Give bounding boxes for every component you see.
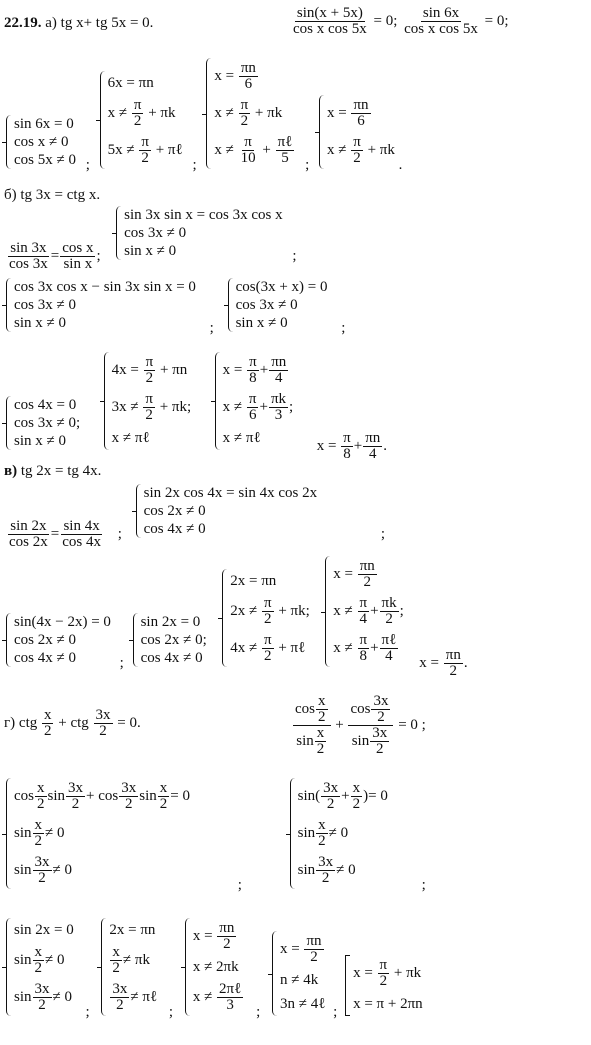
- part-a-step1: [290, 6, 509, 37]
- system-row: sin 2x = 0: [14, 922, 74, 938]
- fraction-denominator: cos x cos 5x: [404, 21, 478, 37]
- system-row: x ≠ $\frac{\pi}{2}$ + πk: [107, 97, 176, 129]
- system-4: [319, 95, 395, 169]
- system-row: 4x = $\frac{\pi}{2}$ + πn: [111, 354, 188, 386]
- system-row: x ≠ πℓ: [222, 430, 261, 446]
- system-row: cos 2x ≠ 0: [143, 503, 206, 519]
- part-g-big-fraction: cos $\frac{x}{2}$ sin $\frac{x}{2}$ + cos $\frac{3x}{2}$ sin $\frac{3x}{2}$ = 0 ;: [295, 693, 426, 757]
- system-row: cos x ≠ 0: [14, 134, 69, 150]
- part-b-label: б): [4, 187, 17, 203]
- part-v-equation: tg 2x = tg 4x.: [20, 463, 102, 479]
- equals-zero: = 0;: [484, 12, 509, 29]
- part-a-equation: tg x+ tg 5x = 0.: [60, 15, 154, 31]
- part-b-system-3: [228, 278, 328, 332]
- system-row: sin x ≠ 0: [14, 433, 66, 449]
- part-b-step3: [6, 352, 387, 462]
- part-g-system-1: [6, 778, 190, 889]
- system-row: x = π + 2πn: [353, 996, 423, 1012]
- part-g-step3: sin 2x = 0 sin $\frac{x}{2}$ ≠ 0 sin $\frac{3x}{2}$ ≠ 0 ; 2x = πn $\frac{x}{2}$ ≠ πk $\frac{3x}{2}$ ≠ πℓ ; x = $\frac{\pi n}{2}$ x ≠ 2πk x ≠ $\frac{\text{2πℓ}}{3}$ ; x = $\frac{\pi n}{2}$ n ≠ 4k 3n ≠ 4ℓ ; x = $\frac{\pi}{2}$ + πk x = π + 2πn: [6, 918, 423, 1021]
- system-row: x ≠ $\frac{\pi}{10}$ + $\frac{\text{πℓ}}{5}$: [214, 134, 293, 166]
- system-row: 2x = πn: [230, 573, 277, 589]
- system-row: cos 4x ≠ 0: [143, 521, 206, 537]
- system-row: x ≠ $\frac{\pi}{6}$ + $\frac{\pi k}{3}$ ;: [222, 391, 294, 423]
- part-b-system-5: [104, 352, 192, 450]
- system-row: cos(3x + x) = 0: [235, 279, 328, 295]
- system-row: x ≠ $\frac{\text{2πℓ}}{3}$: [192, 981, 242, 1013]
- part-g-system-6: [272, 931, 325, 1016]
- system-row: x = $\frac{\pi n}{2}$: [333, 558, 375, 590]
- part-v-answer: x = $\frac{\pi n}{2}$ .: [419, 647, 468, 680]
- system-row: x ≠ $\frac{\pi}{2}$ + πk: [214, 97, 283, 129]
- part-g-system-2: [290, 778, 388, 889]
- system-row: cos 3x ≠ 0: [235, 297, 298, 313]
- system-row: sin x ≠ 0: [14, 315, 66, 331]
- system-1: [6, 115, 76, 169]
- system-row: cos 3x cos x − sin 3x sin x = 0: [14, 279, 196, 295]
- system-row: 5x ≠ $\frac{\pi}{2}$ + πℓ: [107, 134, 183, 166]
- system-row: sin $\frac{3x}{2}$ ≠ 0: [297, 854, 356, 886]
- system-row: 2x ≠ $\frac{\pi}{2}$ + πk;: [230, 595, 310, 627]
- system-row: x = $\frac{\pi}{2}$ + πk: [353, 957, 422, 989]
- part-b-equation: tg 3x = ctg x.: [20, 187, 101, 203]
- part-g-system-5: [185, 918, 245, 1016]
- system-row: cos 4x ≠ 0: [14, 650, 76, 666]
- system-row: cos 5x ≠ 0: [14, 152, 76, 168]
- system-row: sin x ≠ 0: [124, 243, 177, 259]
- part-g-header: г) ctg $\frac{x}{2}$ + ctg $\frac{3x}{2}$ = 0.: [4, 707, 141, 739]
- part-v-header: [4, 462, 101, 480]
- system-3: [206, 58, 295, 169]
- part-g-step2: cos $\frac{x}{2}$ sin $\frac{3x}{2}$ + cos $\frac{3x}{2}$ sin $\frac{x}{2}$ = 0 sin $\frac{x}{2}$ ≠ 0 sin $\frac{3x}{2}$ ≠ 0 ; sin( $\frac{3x}{2}$ + $\frac{x}{2}$ )= 0 sin $\frac{x}{2}$ ≠ 0 sin $\frac{3x}{2}$ ≠ 0 ;: [6, 778, 426, 894]
- part-b-step1: $\frac{\sin 3x}{\cos 3x}$ = $\frac{\text{cos x}}{\text{sin x}}$ ; sin 3x sin x = cos 3x cos x cos 3x ≠ 0 sin x ≠ 0 ;: [9, 207, 297, 273]
- system-row: x ≠ πℓ: [111, 430, 150, 446]
- system-row: 2x = πn: [109, 922, 156, 938]
- part-g-union-answer: [345, 955, 423, 1016]
- system-row: sin 3x sin x = cos 3x cos x: [124, 207, 283, 223]
- system-row: cos 2x ≠ 0;: [140, 632, 207, 648]
- part-b-step2: cos 3x cos x − sin 3x sin x = 0 cos 3x ≠ 0 sin x ≠ 0 ; cos(3x + x) = 0 cos 3x ≠ 0 sin x ≠ 0 ;: [6, 278, 345, 337]
- system-row: cos 3x ≠ 0;: [14, 415, 81, 431]
- system-row: 4x ≠ $\frac{\pi}{2}$ + πℓ: [230, 632, 306, 664]
- system-row: sin $\frac{3x}{2}$ ≠ 0: [14, 981, 72, 1013]
- part-g-system-3: [6, 918, 74, 1016]
- part-v-system-1: [136, 484, 317, 538]
- problem-header: [4, 14, 153, 32]
- system-row: sin 2x = 0: [140, 614, 201, 630]
- system-row: x = $\frac{\pi}{8}$ + $\frac{\pi n}{4}$: [222, 354, 287, 386]
- system-row: sin $\frac{x}{2}$ ≠ 0: [297, 817, 349, 849]
- system-row: cos 4x ≠ 0: [140, 650, 203, 666]
- part-a-label: а): [45, 15, 57, 31]
- system-row: $\frac{3x}{2}$ ≠ πℓ: [112, 981, 158, 1013]
- part-v-step2: sin(4x − 2x) = 0 cos 2x ≠ 0 cos 4x ≠ 0 ; sin 2x = 0 cos 2x ≠ 0; cos 4x ≠ 0 2x = πn 2x ≠ $\frac{\pi}{2}$ + πk; 4x ≠ $\frac{\pi}{2}$ + πℓ x = $\frac{\pi n}{2}$ x ≠ $\frac{\pi}{4}$ + $\frac{\pi k}{2}$ ; x ≠ $\frac{\pi}{8}$ + $\frac{\text{πℓ}}{4}$ x = $\frac{\pi n}{2}$ .: [6, 556, 468, 679]
- problem-number: 22.19.: [4, 15, 42, 31]
- system-row: n ≠ 4k: [279, 972, 319, 988]
- system-row: sin $\frac{3x}{2}$ ≠ 0: [14, 854, 72, 886]
- fraction-numerator: sin(x + 5x): [296, 5, 363, 21]
- system-row: x ≠ $\frac{\pi}{4}$ + $\frac{\pi k}{2}$ ;: [333, 595, 404, 627]
- system-row: $\frac{x}{2}$ ≠ πk: [112, 944, 150, 976]
- system-row: cos 3x ≠ 0: [124, 225, 187, 241]
- system-row: sin x ≠ 0: [235, 315, 288, 331]
- part-v-system-5: [325, 556, 404, 667]
- part-v-step1: $\frac{\sin 2x}{\cos 2x}$ = $\frac{\sin 4x}{\cos 4x}$ ; sin 2x cos 4x = sin 4x cos 2x cos 2x ≠ 0 cos 4x ≠ 0 ;: [9, 485, 386, 551]
- part-v-label: в): [4, 463, 18, 479]
- system-row: sin(4x − 2x) = 0: [14, 614, 111, 630]
- system-row: cos 3x ≠ 0: [14, 297, 76, 313]
- fraction-numerator: sin 6x: [422, 5, 460, 21]
- system-row: x = $\frac{\pi n}{2}$: [279, 933, 322, 965]
- equals-zero: = 0;: [373, 12, 398, 29]
- system-row: 3n ≠ 4ℓ: [279, 996, 326, 1012]
- system-row: cos 4x = 0: [14, 397, 77, 413]
- part-a-systems: sin 6x = 0 cos x ≠ 0 cos 5x ≠ 0 ; 6x = πn x ≠ $\frac{\pi}{2}$ + πk 5x ≠ $\frac{\pi}{2}$ + πℓ ; x = $\frac{\pi n}{6}$ x ≠ $\frac{\pi}{2}$ + πk x ≠ $\frac{\pi}{10}$ + $\frac{\text{πℓ}}{5}$ ; x = $\frac{\pi n}{6}$ x ≠ $\frac{\pi}{2}$ + πk .: [6, 58, 402, 174]
- system-row: 6x = πn: [107, 75, 154, 91]
- system-row: sin 2x cos 4x = sin 4x cos 2x: [143, 485, 318, 501]
- system-row: 3x ≠ $\frac{\pi}{2}$ + πk;: [111, 391, 192, 423]
- system-row: x = $\frac{\pi n}{2}$: [192, 920, 235, 952]
- system-row: x ≠ $\frac{\pi}{2}$ + πk: [327, 134, 395, 166]
- system-row: x ≠ $\frac{\pi}{8}$ + $\frac{\text{πℓ}}{4}$: [333, 632, 397, 664]
- part-v-system-4: [222, 569, 310, 667]
- system-row: x = $\frac{\pi n}{6}$: [214, 60, 256, 92]
- part-g-system-4: [101, 918, 157, 1016]
- system-row: x = $\frac{\pi n}{6}$: [327, 97, 369, 129]
- part-v-system-3: [133, 613, 207, 667]
- part-g-label: г): [4, 714, 16, 731]
- part-b-answer: x = $\frac{\pi}{8}$ + $\frac{\pi n}{4}$ .: [316, 430, 388, 463]
- system-row: cos 2x ≠ 0: [14, 632, 76, 648]
- part-b-system-6: [215, 352, 294, 450]
- system-row: x ≠ 2πk: [192, 959, 239, 975]
- part-v-system-2: [6, 613, 111, 667]
- part-b-system-2: [6, 278, 196, 332]
- system-2: [100, 71, 183, 169]
- system-row: sin $\frac{x}{2}$ ≠ 0: [14, 944, 65, 976]
- part-b-system-4: [6, 396, 80, 450]
- system-row: sin $\frac{x}{2}$ ≠ 0: [14, 817, 65, 849]
- system-row: cos $\frac{x}{2}$ sin $\frac{3x}{2}$ + cos $\frac{3x}{2}$ sin $\frac{x}{2}$ = 0: [14, 780, 190, 812]
- fraction-denominator: cos x cos 5x: [293, 21, 367, 37]
- system-row: sin 6x = 0: [14, 116, 74, 132]
- part-b-system-1: [116, 206, 282, 260]
- part-b-header: [4, 186, 100, 204]
- system-row: sin( $\frac{3x}{2}$ + $\frac{x}{2}$ )= 0: [297, 780, 388, 812]
